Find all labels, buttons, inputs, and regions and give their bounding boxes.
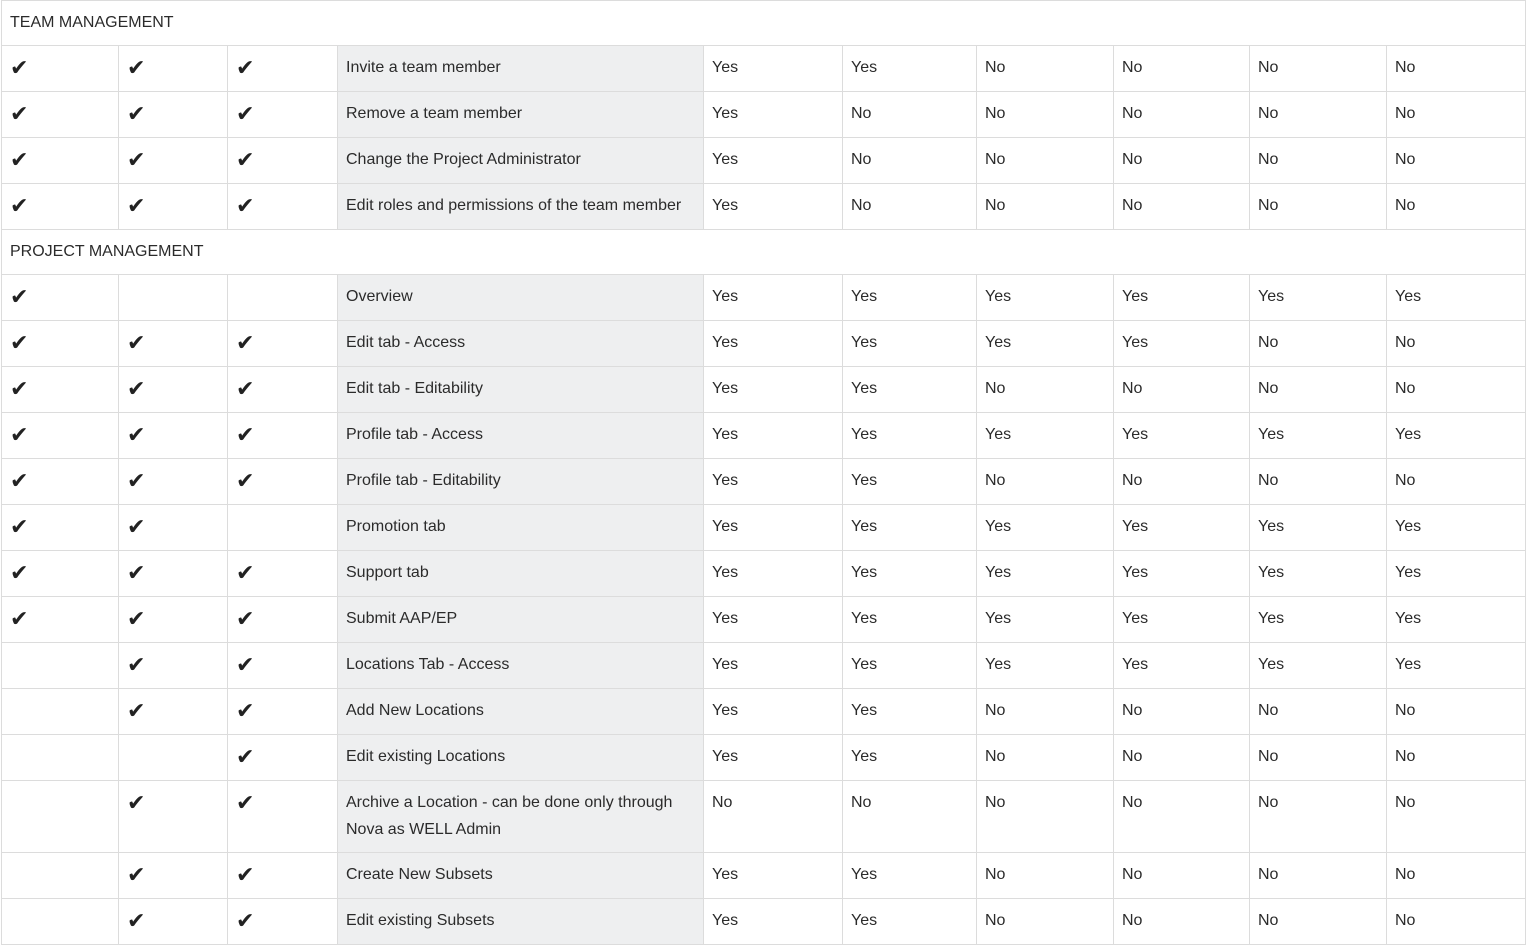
table-row — [2, 459, 1526, 505]
permission-value-cell: No — [1387, 138, 1526, 184]
permission-value-cell: Yes — [704, 597, 843, 643]
permission-value-cell: Yes — [843, 551, 977, 597]
permission-value-cell: No — [843, 184, 977, 230]
feature-name-cell: Edit existing Subsets — [338, 899, 704, 945]
permission-value-cell: Yes — [1387, 413, 1526, 459]
permission-value-cell: No — [1387, 689, 1526, 735]
table-row — [2, 643, 1526, 689]
role-check-cell — [228, 138, 338, 184]
permission-value-cell: No — [704, 781, 843, 853]
permission-value-cell: Yes — [843, 275, 977, 321]
feature-name-cell: Submit AAP/EP — [338, 597, 704, 643]
permission-value-cell: Yes — [704, 853, 843, 899]
checkmark-icon: ✔ — [127, 377, 146, 402]
checkmark-icon: ✔ — [127, 56, 146, 81]
checkmark-icon: ✔ — [236, 909, 255, 934]
checkmark-icon: ✔ — [127, 423, 146, 448]
checkmark-icon: ✔ — [127, 863, 146, 888]
permission-value-cell: No — [1114, 92, 1250, 138]
permission-value-cell: No — [977, 899, 1114, 945]
permission-value-cell: No — [1250, 46, 1387, 92]
checkmark-icon: ✔ — [127, 331, 146, 356]
permission-value-cell: Yes — [1114, 321, 1250, 367]
role-check-cell — [119, 735, 228, 781]
feature-name-cell: Remove a team member — [338, 92, 704, 138]
checkmark-icon: ✔ — [127, 653, 146, 678]
table-row — [2, 689, 1526, 735]
permission-value-cell: Yes — [1250, 551, 1387, 597]
role-check-cell — [2, 597, 119, 643]
checkmark-icon: ✔ — [236, 377, 255, 402]
table-row — [2, 899, 1526, 945]
checkmark-icon: ✔ — [10, 194, 29, 219]
permission-value-cell: Yes — [704, 643, 843, 689]
role-check-cell — [228, 367, 338, 413]
checkmark-icon: ✔ — [10, 607, 29, 632]
permission-value-cell: No — [1250, 459, 1387, 505]
permission-value-cell: No — [1114, 184, 1250, 230]
feature-name-cell: Support tab — [338, 551, 704, 597]
permission-value-cell: No — [1250, 92, 1387, 138]
role-check-cell — [228, 899, 338, 945]
permission-value-cell: Yes — [843, 505, 977, 551]
role-check-cell — [2, 184, 119, 230]
role-check-cell — [2, 459, 119, 505]
feature-name-cell: Edit roles and permissions of the team member — [338, 184, 704, 230]
permission-value-cell: No — [1114, 899, 1250, 945]
feature-name-cell: Overview — [338, 275, 704, 321]
checkmark-icon: ✔ — [236, 469, 255, 494]
feature-name-cell: Edit existing Locations — [338, 735, 704, 781]
role-check-cell — [119, 781, 228, 853]
table-row — [2, 853, 1526, 899]
table-row — [2, 367, 1526, 413]
role-check-cell — [228, 781, 338, 853]
permission-value-cell: Yes — [843, 735, 977, 781]
permission-value-cell: No — [977, 184, 1114, 230]
permission-value-cell: No — [1114, 138, 1250, 184]
permission-value-cell: No — [977, 853, 1114, 899]
table-row — [2, 551, 1526, 597]
permission-value-cell: Yes — [704, 689, 843, 735]
table-row — [2, 275, 1526, 321]
role-check-cell — [119, 505, 228, 551]
permission-value-cell: No — [1250, 184, 1387, 230]
checkmark-icon: ✔ — [127, 102, 146, 127]
permission-value-cell: Yes — [1250, 643, 1387, 689]
checkmark-icon: ✔ — [10, 515, 29, 540]
checkmark-icon: ✔ — [127, 607, 146, 632]
permission-value-cell: Yes — [1387, 505, 1526, 551]
role-check-cell — [2, 735, 119, 781]
checkmark-icon: ✔ — [10, 561, 29, 586]
permission-value-cell: Yes — [843, 46, 977, 92]
permission-value-cell: No — [843, 781, 977, 853]
checkmark-icon: ✔ — [10, 56, 29, 81]
role-check-cell — [119, 367, 228, 413]
permission-value-cell: Yes — [704, 551, 843, 597]
permission-value-cell: Yes — [843, 643, 977, 689]
permission-value-cell: Yes — [1387, 643, 1526, 689]
role-check-cell — [119, 92, 228, 138]
role-check-cell — [228, 46, 338, 92]
role-check-cell — [2, 643, 119, 689]
permission-value-cell: Yes — [1387, 275, 1526, 321]
permission-value-cell: No — [1387, 46, 1526, 92]
permission-value-cell: No — [977, 92, 1114, 138]
role-check-cell — [2, 367, 119, 413]
permission-value-cell: Yes — [977, 643, 1114, 689]
checkmark-icon: ✔ — [127, 699, 146, 724]
role-check-cell — [119, 321, 228, 367]
role-check-cell — [228, 735, 338, 781]
feature-name-cell: Edit tab - Access — [338, 321, 704, 367]
permission-value-cell: No — [1250, 367, 1387, 413]
permission-value-cell: Yes — [843, 413, 977, 459]
checkmark-icon: ✔ — [10, 102, 29, 127]
permission-value-cell: Yes — [1114, 643, 1250, 689]
permission-value-cell: Yes — [977, 505, 1114, 551]
permission-value-cell: Yes — [704, 138, 843, 184]
permission-value-cell: No — [1114, 689, 1250, 735]
table-row — [2, 413, 1526, 459]
feature-name-cell: Create New Subsets — [338, 853, 704, 899]
feature-name-cell: Change the Project Administrator — [338, 138, 704, 184]
permission-value-cell: Yes — [704, 275, 843, 321]
role-check-cell — [228, 689, 338, 735]
permission-value-cell: Yes — [977, 321, 1114, 367]
role-check-cell — [2, 899, 119, 945]
checkmark-icon: ✔ — [10, 423, 29, 448]
table-row — [2, 597, 1526, 643]
permission-value-cell: No — [1387, 184, 1526, 230]
role-check-cell — [228, 275, 338, 321]
permission-value-cell: No — [977, 781, 1114, 853]
section-header-row — [2, 1, 1526, 46]
permission-value-cell: Yes — [1387, 597, 1526, 643]
permission-value-cell: Yes — [1114, 597, 1250, 643]
permission-value-cell: Yes — [704, 735, 843, 781]
permission-value-cell: No — [1387, 321, 1526, 367]
table-row — [2, 184, 1526, 230]
section-header-row — [2, 230, 1526, 275]
permission-value-cell: No — [1114, 735, 1250, 781]
checkmark-icon: ✔ — [10, 377, 29, 402]
permission-value-cell: No — [1250, 689, 1387, 735]
table-row — [2, 92, 1526, 138]
permission-value-cell: Yes — [1114, 275, 1250, 321]
permission-value-cell: No — [1250, 138, 1387, 184]
permissions-table-body — [2, 1, 1526, 945]
role-check-cell — [2, 505, 119, 551]
feature-name-cell: Add New Locations — [338, 689, 704, 735]
permission-value-cell: Yes — [704, 184, 843, 230]
permission-value-cell: No — [1250, 853, 1387, 899]
permission-value-cell: No — [977, 138, 1114, 184]
role-check-cell — [2, 92, 119, 138]
checkmark-icon: ✔ — [236, 607, 255, 632]
role-check-cell — [119, 689, 228, 735]
section-title: PROJECT MANAGEMENT — [2, 230, 1526, 275]
permission-value-cell: No — [1114, 367, 1250, 413]
checkmark-icon: ✔ — [10, 331, 29, 356]
table-row — [2, 781, 1526, 853]
checkmark-icon: ✔ — [127, 194, 146, 219]
permission-value-cell: Yes — [843, 459, 977, 505]
permission-value-cell: No — [1250, 899, 1387, 945]
section-title: TEAM MANAGEMENT — [2, 1, 1526, 46]
checkmark-icon: ✔ — [236, 745, 255, 770]
permission-value-cell: Yes — [1250, 275, 1387, 321]
role-check-cell — [119, 138, 228, 184]
role-check-cell — [2, 781, 119, 853]
role-check-cell — [119, 413, 228, 459]
checkmark-icon: ✔ — [236, 653, 255, 678]
checkmark-icon: ✔ — [236, 102, 255, 127]
permission-value-cell: Yes — [843, 899, 977, 945]
permission-value-cell: Yes — [977, 551, 1114, 597]
role-check-cell — [119, 551, 228, 597]
role-check-cell — [2, 138, 119, 184]
checkmark-icon: ✔ — [127, 469, 146, 494]
permission-value-cell: No — [1387, 367, 1526, 413]
checkmark-icon: ✔ — [236, 331, 255, 356]
permission-value-cell: No — [1387, 92, 1526, 138]
table-row — [2, 735, 1526, 781]
checkmark-icon: ✔ — [127, 909, 146, 934]
checkmark-icon: ✔ — [127, 148, 146, 173]
permission-value-cell: No — [1114, 853, 1250, 899]
permission-value-cell: Yes — [1114, 505, 1250, 551]
role-check-cell — [228, 643, 338, 689]
permission-value-cell: Yes — [704, 505, 843, 551]
feature-name-cell: Profile tab - Access — [338, 413, 704, 459]
permission-value-cell: Yes — [704, 459, 843, 505]
permission-value-cell: Yes — [977, 597, 1114, 643]
table-row — [2, 138, 1526, 184]
permission-value-cell: Yes — [704, 46, 843, 92]
role-check-cell — [119, 184, 228, 230]
permission-value-cell: Yes — [843, 597, 977, 643]
role-check-cell — [119, 46, 228, 92]
permission-value-cell: No — [1114, 781, 1250, 853]
feature-name-cell: Invite a team member — [338, 46, 704, 92]
table-row — [2, 505, 1526, 551]
permission-value-cell: Yes — [977, 275, 1114, 321]
permission-value-cell: Yes — [843, 367, 977, 413]
permission-value-cell: No — [843, 138, 977, 184]
permission-value-cell: Yes — [1250, 505, 1387, 551]
role-check-cell — [228, 92, 338, 138]
checkmark-icon: ✔ — [236, 699, 255, 724]
table-row — [2, 46, 1526, 92]
role-check-cell — [2, 853, 119, 899]
feature-name-cell: Edit tab - Editability — [338, 367, 704, 413]
permission-value-cell: No — [977, 46, 1114, 92]
feature-name-cell: Profile tab - Editability — [338, 459, 704, 505]
role-check-cell — [119, 853, 228, 899]
permission-value-cell: Yes — [1114, 551, 1250, 597]
role-check-cell — [119, 459, 228, 505]
feature-name-cell: Locations Tab - Access — [338, 643, 704, 689]
checkmark-icon: ✔ — [10, 148, 29, 173]
role-check-cell — [228, 597, 338, 643]
checkmark-icon: ✔ — [236, 423, 255, 448]
role-check-cell — [2, 275, 119, 321]
permission-value-cell: No — [1250, 781, 1387, 853]
permission-value-cell: No — [1114, 46, 1250, 92]
permission-value-cell: No — [1387, 853, 1526, 899]
permission-value-cell: Yes — [1250, 413, 1387, 459]
checkmark-icon: ✔ — [236, 56, 255, 81]
role-check-cell — [2, 689, 119, 735]
permission-value-cell: Yes — [704, 92, 843, 138]
role-check-cell — [228, 853, 338, 899]
checkmark-icon: ✔ — [236, 148, 255, 173]
permission-value-cell: No — [1250, 321, 1387, 367]
role-check-cell — [119, 275, 228, 321]
permission-value-cell: No — [1387, 459, 1526, 505]
permission-value-cell: No — [977, 367, 1114, 413]
permission-value-cell: Yes — [843, 689, 977, 735]
role-check-cell — [2, 321, 119, 367]
permission-value-cell: No — [843, 92, 977, 138]
role-check-cell — [228, 551, 338, 597]
role-check-cell — [228, 459, 338, 505]
checkmark-icon: ✔ — [236, 194, 255, 219]
role-check-cell — [228, 321, 338, 367]
role-check-cell — [228, 184, 338, 230]
feature-name-cell: Promotion tab — [338, 505, 704, 551]
checkmark-icon: ✔ — [236, 863, 255, 888]
role-check-cell — [228, 505, 338, 551]
role-check-cell — [228, 413, 338, 459]
permission-value-cell: Yes — [704, 321, 843, 367]
checkmark-icon: ✔ — [236, 791, 255, 816]
permission-value-cell: No — [1387, 899, 1526, 945]
role-check-cell — [2, 413, 119, 459]
role-check-cell — [2, 551, 119, 597]
permission-value-cell: No — [977, 459, 1114, 505]
permission-value-cell: No — [977, 689, 1114, 735]
permission-value-cell: No — [977, 735, 1114, 781]
checkmark-icon: ✔ — [10, 469, 29, 494]
checkmark-icon: ✔ — [236, 561, 255, 586]
permission-value-cell: Yes — [1114, 413, 1250, 459]
checkmark-icon: ✔ — [10, 285, 29, 310]
role-check-cell — [119, 899, 228, 945]
permission-value-cell: No — [1114, 459, 1250, 505]
checkmark-icon: ✔ — [127, 561, 146, 586]
role-check-cell — [2, 46, 119, 92]
permission-value-cell: Yes — [843, 853, 977, 899]
feature-name-cell: Archive a Location - can be done only through Nova as WELL Admin — [338, 781, 704, 853]
permission-value-cell: No — [1387, 781, 1526, 853]
permission-value-cell: Yes — [704, 413, 843, 459]
permission-value-cell: Yes — [1250, 597, 1387, 643]
permission-value-cell: Yes — [977, 413, 1114, 459]
permission-value-cell: Yes — [1387, 551, 1526, 597]
table-row — [2, 321, 1526, 367]
permission-value-cell: No — [1387, 735, 1526, 781]
checkmark-icon: ✔ — [127, 791, 146, 816]
role-check-cell — [119, 597, 228, 643]
permissions-table — [1, 0, 1526, 945]
role-check-cell — [119, 643, 228, 689]
permission-value-cell: Yes — [704, 899, 843, 945]
permission-value-cell: Yes — [704, 367, 843, 413]
permission-value-cell: No — [1250, 735, 1387, 781]
permission-value-cell: Yes — [843, 321, 977, 367]
checkmark-icon: ✔ — [127, 515, 146, 540]
